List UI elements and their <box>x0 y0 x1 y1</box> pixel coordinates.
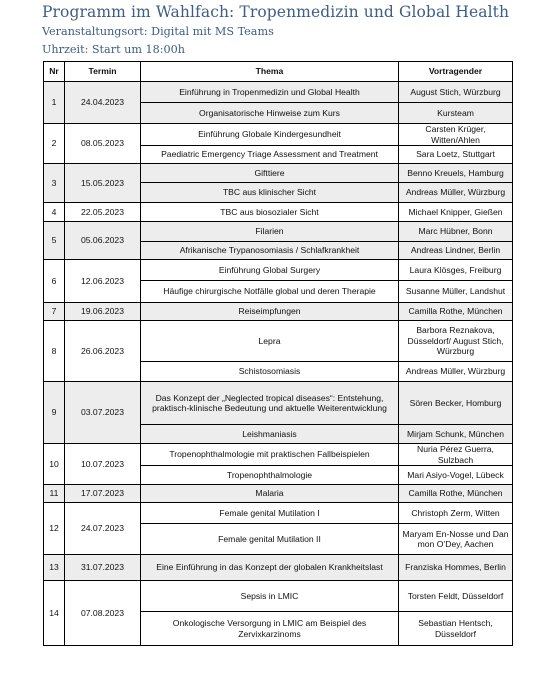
talk-speaker: Andreas Müller, Würzburg <box>399 362 513 382</box>
talk-topic: Eine Einführung in das Konzept der globalen Krankheitslast <box>141 555 399 581</box>
talk-speaker: Benno Kreuels, Hamburg <box>399 164 513 183</box>
session-number: 8 <box>44 321 65 382</box>
talk-speaker: Kursteam <box>399 103 513 124</box>
session-number: 9 <box>44 382 65 444</box>
table-row <box>44 82 513 103</box>
table-header-row <box>44 62 513 82</box>
talk-speaker: Christoph Zerm, Witten <box>399 503 513 524</box>
session-date: 10.07.2023 <box>65 444 141 485</box>
talk-speaker: Michael Knipper, Gießen <box>399 203 513 222</box>
talk-speaker: Andreas Müller, Würzburg <box>399 183 513 203</box>
table-row <box>44 581 513 612</box>
session-date: 12.06.2023 <box>65 260 141 303</box>
talk-speaker: Barbora Reznakova, Düsseldorf/ August Stich, Würzburg <box>399 321 513 362</box>
session-number: 14 <box>44 581 65 646</box>
talk-topic: Leishmaniasis <box>141 425 399 444</box>
table-row <box>44 164 513 183</box>
table-row <box>44 503 513 524</box>
talk-speaker: Nuria Pérez Guerra, Sulzbach <box>399 444 513 466</box>
session-number: 6 <box>44 260 65 303</box>
talk-topic: Schistosomiasis <box>141 362 399 382</box>
talk-topic: Einführung in Tropenmedizin und Global Health <box>141 82 399 103</box>
session-date: 05.06.2023 <box>65 222 141 260</box>
talk-speaker: Susanne Müller, Landshut <box>399 281 513 303</box>
session-date: 17.07.2023 <box>65 485 141 503</box>
talk-speaker: Franziska Hommes, Berlin <box>399 555 513 581</box>
session-date: 24.04.2023 <box>65 82 141 124</box>
talk-topic: Reiseimpfungen <box>141 303 399 321</box>
talk-topic: Tropenophthalmologie <box>141 466 399 485</box>
talk-topic: Female genital Mutilation I <box>141 503 399 524</box>
talk-topic: Tropenophthalmologie mit praktischen Fallbeispielen <box>141 444 399 466</box>
talk-topic: TBC aus klinischer Sicht <box>141 183 399 203</box>
talk-topic: Das Konzept der „Neglected tropical diseases“: Entstehung, praktisch-klinische Bedeutung und aktuelle Weiterentwicklung <box>141 382 399 425</box>
session-number: 10 <box>44 444 65 485</box>
talk-topic: Häufige chirurgische Notfälle global und deren Therapie <box>141 281 399 303</box>
talk-speaker: Laura Klösges, Freiburg <box>399 260 513 281</box>
session-number: 7 <box>44 303 65 321</box>
talk-topic: Einführung Globale Kindergesundheit <box>141 124 399 146</box>
talk-speaker: Sara Loetz, Stuttgart <box>399 146 513 164</box>
table-row <box>44 555 513 581</box>
location-line: Veranstaltungsort: Digital mit MS Teams <box>42 25 274 38</box>
session-date: 19.06.2023 <box>65 303 141 321</box>
session-date: 22.05.2023 <box>65 203 141 222</box>
talk-speaker: Sebastian Hentsch, Düsseldorf <box>399 612 513 646</box>
talk-topic: Einführung Global Surgery <box>141 260 399 281</box>
schedule-table <box>43 61 513 646</box>
talk-speaker: Marc Hübner, Bonn <box>399 222 513 242</box>
session-date: 26.06.2023 <box>65 321 141 382</box>
session-date: 15.05.2023 <box>65 164 141 203</box>
session-date: 07.08.2023 <box>65 581 141 646</box>
talk-speaker: Maryam En-Nosse und Dan mon O’Dey, Aachen <box>399 524 513 555</box>
session-number: 11 <box>44 485 65 503</box>
session-date: 03.07.2023 <box>65 382 141 444</box>
table-row <box>44 260 513 281</box>
table-row <box>44 222 513 242</box>
table-row <box>44 124 513 146</box>
talk-speaker: Camilla Rothe, München <box>399 303 513 321</box>
talk-topic: Onkologische Versorgung in LMIC am Beispiel des Zervixkarzinoms <box>141 612 399 646</box>
talk-topic: Sepsis in LMIC <box>141 581 399 612</box>
column-header-nr: Nr <box>44 62 65 82</box>
talk-topic: Paediatric Emergency Triage Assessment and Treatment <box>141 146 399 164</box>
session-number: 13 <box>44 555 65 581</box>
talk-speaker: Sören Becker, Homburg <box>399 382 513 425</box>
session-date: 08.05.2023 <box>65 124 141 164</box>
talk-topic: Female genital Mutilation II <box>141 524 399 555</box>
session-number: 1 <box>44 82 65 124</box>
column-header-vortragender: Vortragender <box>399 62 513 82</box>
talk-speaker: Mirjam Schunk, München <box>399 425 513 444</box>
table-row <box>44 203 513 222</box>
talk-speaker: Torsten Feldt, Düsseldorf <box>399 581 513 612</box>
session-number: 4 <box>44 203 65 222</box>
talk-topic: Afrikanische Trypanosomiasis / Schlafkrankheit <box>141 242 399 260</box>
table-row <box>44 382 513 425</box>
column-header-termin: Termin <box>65 62 141 82</box>
talk-topic: Organisatorische Hinweise zum Kurs <box>141 103 399 124</box>
talk-speaker: Andreas Lindner, Berlin <box>399 242 513 260</box>
table-row <box>44 444 513 466</box>
talk-speaker: Camilla Rothe, München <box>399 485 513 503</box>
talk-speaker: Mari Asiyo-Vogel, Lübeck <box>399 466 513 485</box>
table-row <box>44 303 513 321</box>
schedule-body <box>44 82 513 646</box>
column-header-thema: Thema <box>141 62 399 82</box>
talk-topic: Filarien <box>141 222 399 242</box>
talk-topic: Lepra <box>141 321 399 362</box>
session-number: 2 <box>44 124 65 164</box>
document-title: Programm im Wahlfach: Tropenmedizin und Global Health <box>42 3 510 21</box>
talk-topic: Malaria <box>141 485 399 503</box>
talk-speaker: Carsten Krüger, Witten/Ahlen <box>399 124 513 146</box>
talk-topic: Gifttiere <box>141 164 399 183</box>
session-number: 5 <box>44 222 65 260</box>
table-row <box>44 485 513 503</box>
time-line: Uhrzeit: Start um 18:00h <box>42 43 185 56</box>
table-row <box>44 321 513 362</box>
session-number: 3 <box>44 164 65 203</box>
talk-topic: TBC aus biosozialer Sicht <box>141 203 399 222</box>
session-number: 12 <box>44 503 65 555</box>
talk-speaker: August Stich, Würzburg <box>399 82 513 103</box>
session-date: 31.07.2023 <box>65 555 141 581</box>
session-date: 24.07.2023 <box>65 503 141 555</box>
